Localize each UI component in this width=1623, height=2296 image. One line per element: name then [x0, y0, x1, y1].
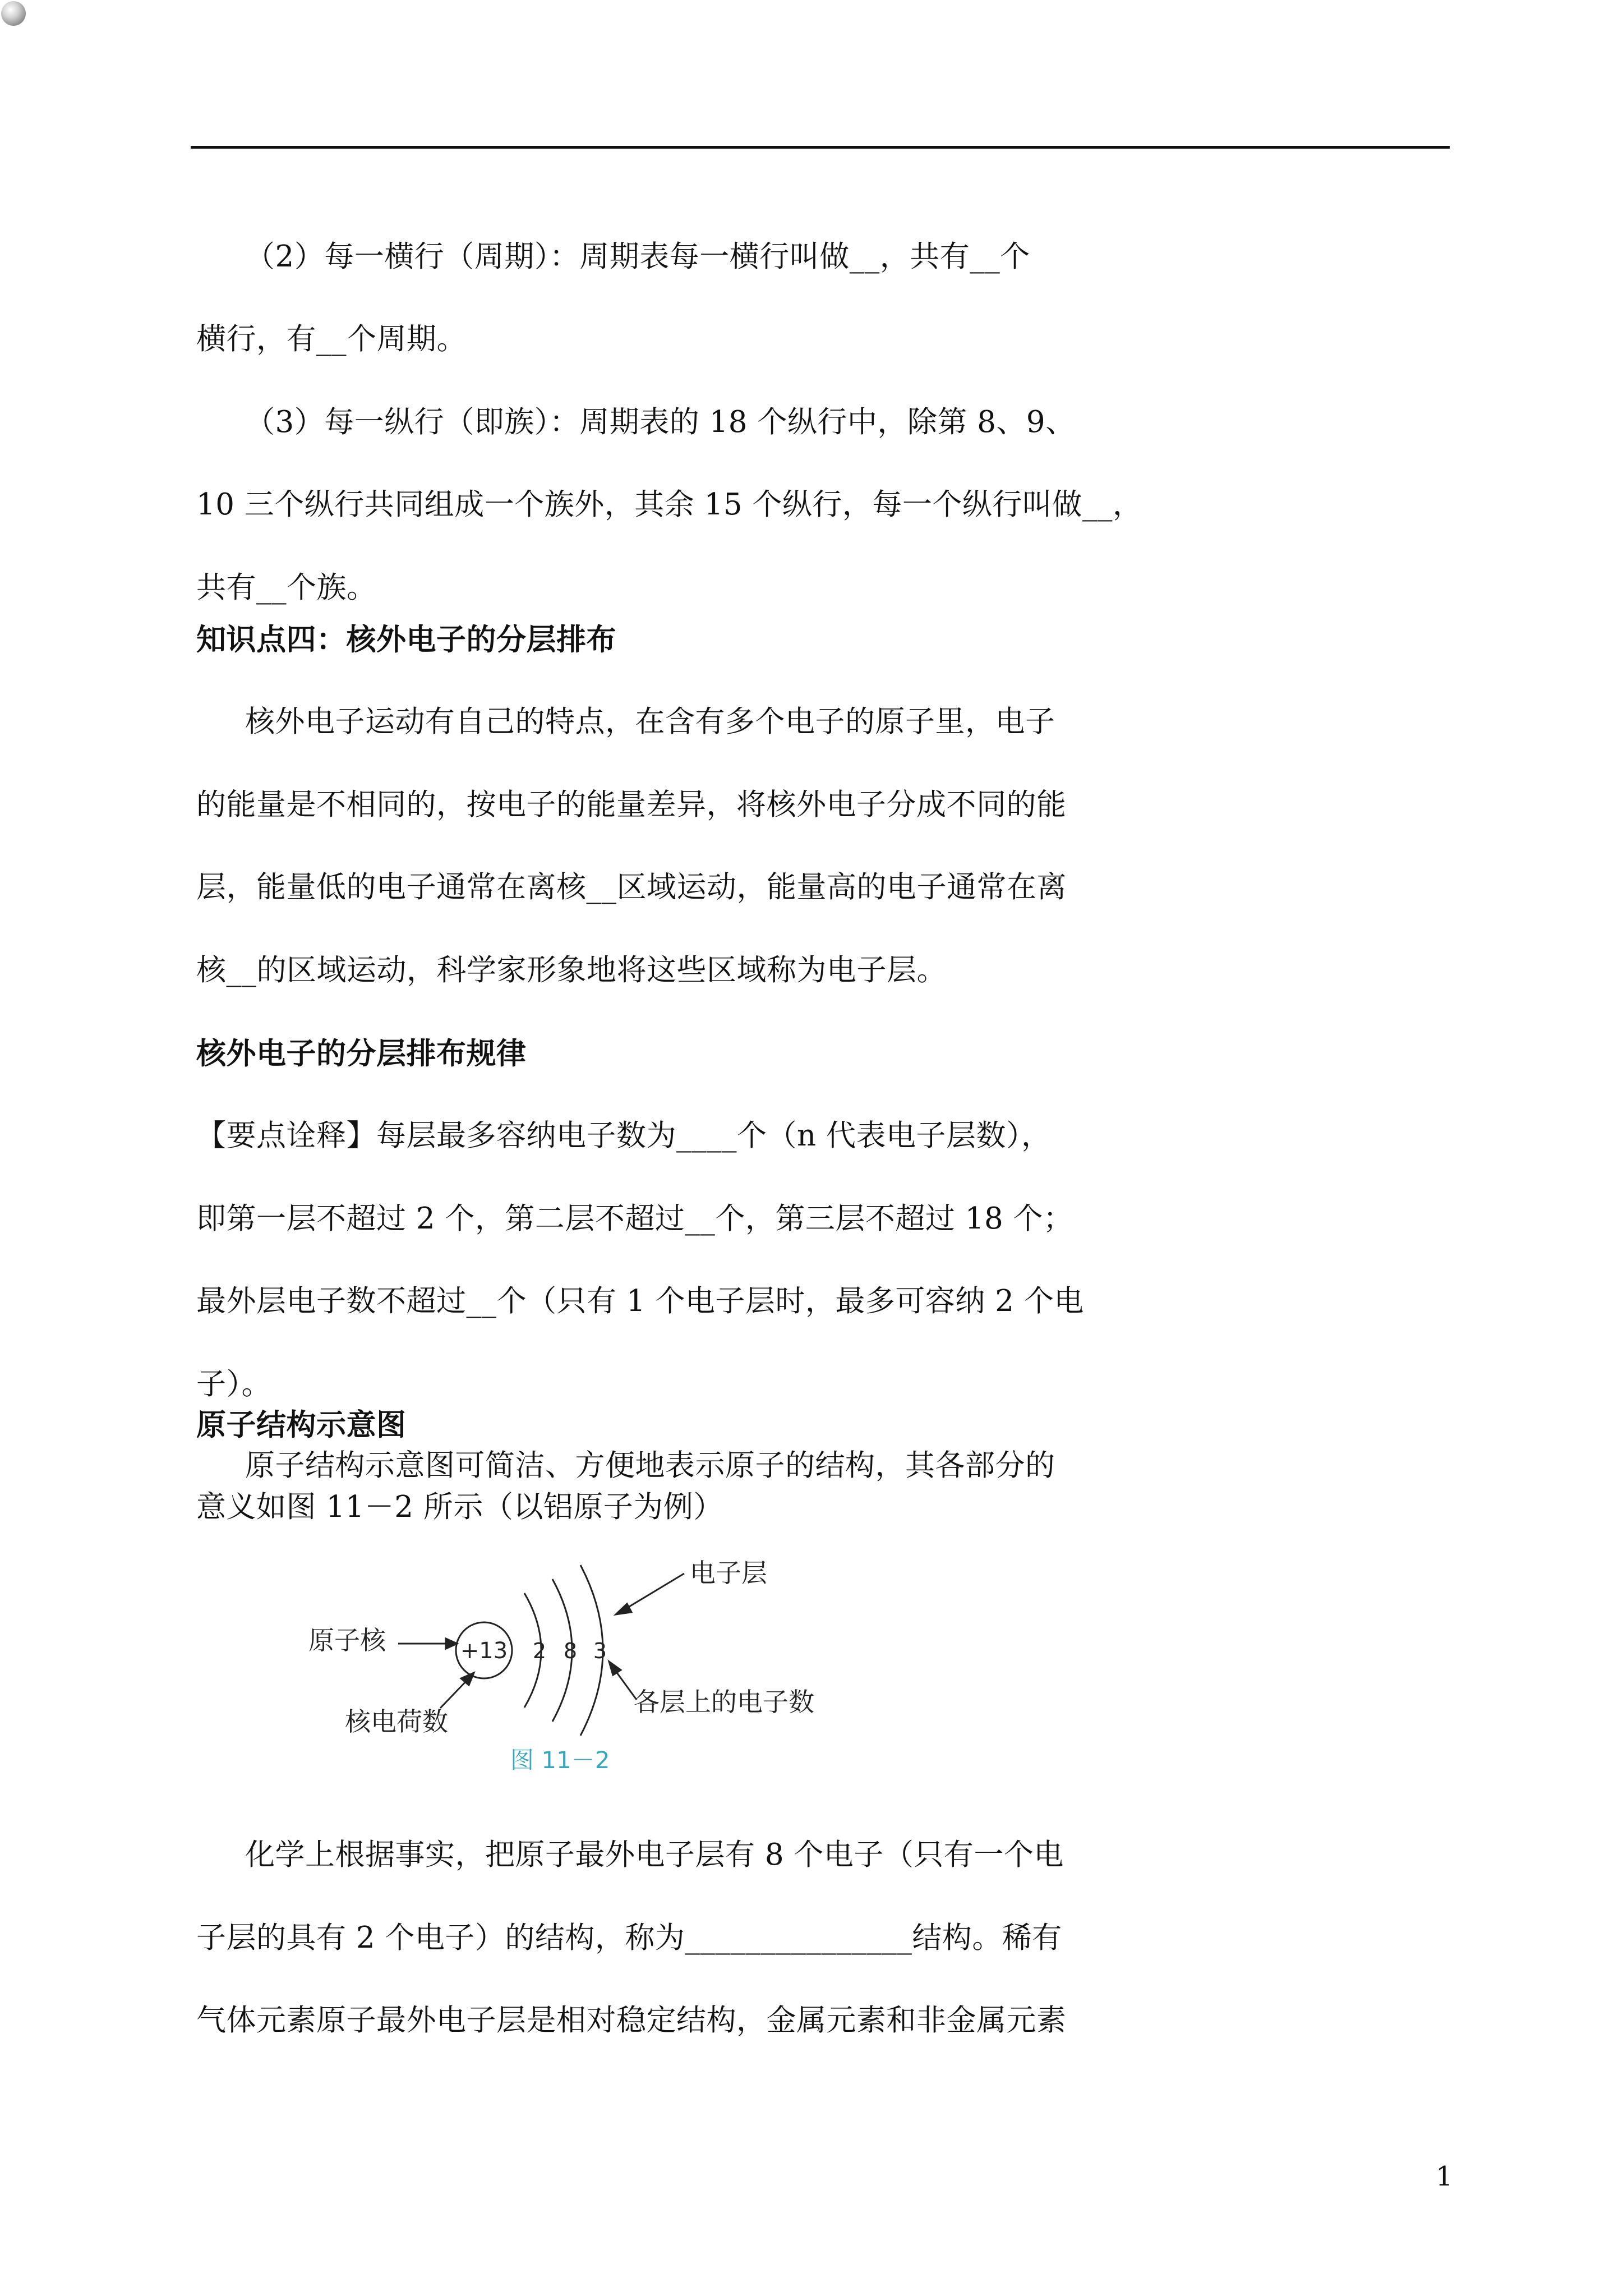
paragraph-line: 10 三个纵行共同组成一个族外，其余 15 个纵行，每一个纵行叫做__， — [196, 487, 1143, 522]
nuclear-charge-label: 核电荷数 — [345, 1706, 448, 1737]
section-heading: 核外电子的分层排布规律 — [196, 1036, 527, 1071]
arrow-head — [616, 1604, 631, 1614]
paragraph-line: 子）。 — [196, 1367, 271, 1401]
paragraph-line: 横行，有__个周期。 — [196, 322, 467, 356]
nucleus-label: 原子核 — [308, 1625, 386, 1655]
corner-sphere-icon — [1, 1, 26, 26]
arrow-line — [440, 1679, 468, 1708]
paragraph-line: 最外层电子数不超过__个（只有 1 个电子层时，最多可容纳 2 个电 — [196, 1284, 1084, 1318]
figure-caption: 图 11－2 — [510, 1746, 610, 1774]
header-rule — [191, 146, 1450, 149]
paragraph-line: 气体元素原子最外电子层是相对稳定结构，金属元素和非金属元素 — [196, 2003, 1067, 2037]
paragraph-line: 核__的区域运动，科学家形象地将这些区域称为电子层。 — [196, 953, 947, 987]
paragraph-line: （3）每一纵行（即族）：周期表的 18 个纵行中，除第 8、9、 — [245, 405, 1076, 439]
paragraph-line: 子层的具有 2 个电子）的结构，称为_______________结构。稀有 — [196, 1921, 1062, 1955]
section-heading: 知识点四：核外电子的分层排布 — [196, 622, 616, 657]
arrow-line — [624, 1573, 684, 1610]
electron-count: 2 — [532, 1639, 547, 1663]
paragraph-line: 【要点诠释】每层最多容纳电子数为____个（n 代表电子层数）， — [196, 1119, 1052, 1153]
paragraph-line: 意义如图 11－2 所示（以铝原子为例） — [196, 1490, 723, 1524]
paragraph-line: 即第一层不超过 2 个，第二层不超过__个，第三层不超过 18 个； — [196, 1202, 1073, 1236]
atom-structure-diagram — [297, 1548, 858, 1784]
shell-label: 电子层 — [690, 1558, 767, 1588]
paragraph-line: 的能量是不相同的，按电子的能量差异，将核外电子分成不同的能 — [196, 788, 1067, 822]
electron-count: 3 — [593, 1639, 607, 1663]
page-number: 1 — [1436, 2161, 1453, 2192]
paragraph-line: 原子结构示意图可简洁、方便地表示原子的结构，其各部分的 — [245, 1448, 1055, 1483]
paragraph-line: （2）每一横行（周期）：周期表每一横行叫做__，共有__个 — [245, 240, 1030, 274]
paragraph-line: 共有__个族。 — [196, 570, 377, 605]
section-heading: 原子结构示意图 — [196, 1407, 407, 1442]
shell-electrons-label: 各层上的电子数 — [634, 1687, 814, 1717]
paragraph-line: 化学上根据事实，把原子最外电子层有 8 个电子（只有一个电 — [245, 1838, 1064, 1872]
paragraph-line: 层，能量低的电子通常在离核__区域运动，能量高的电子通常在离 — [196, 870, 1067, 904]
arrow-head — [461, 1673, 474, 1685]
paragraph-line: 核外电子运动有自己的特点，在含有多个电子的原子里，电子 — [245, 705, 1055, 739]
arrow-head — [609, 1662, 621, 1675]
electron-count: 8 — [563, 1639, 578, 1663]
nucleus-value: +13 — [460, 1638, 508, 1664]
arrow-line — [614, 1669, 637, 1700]
